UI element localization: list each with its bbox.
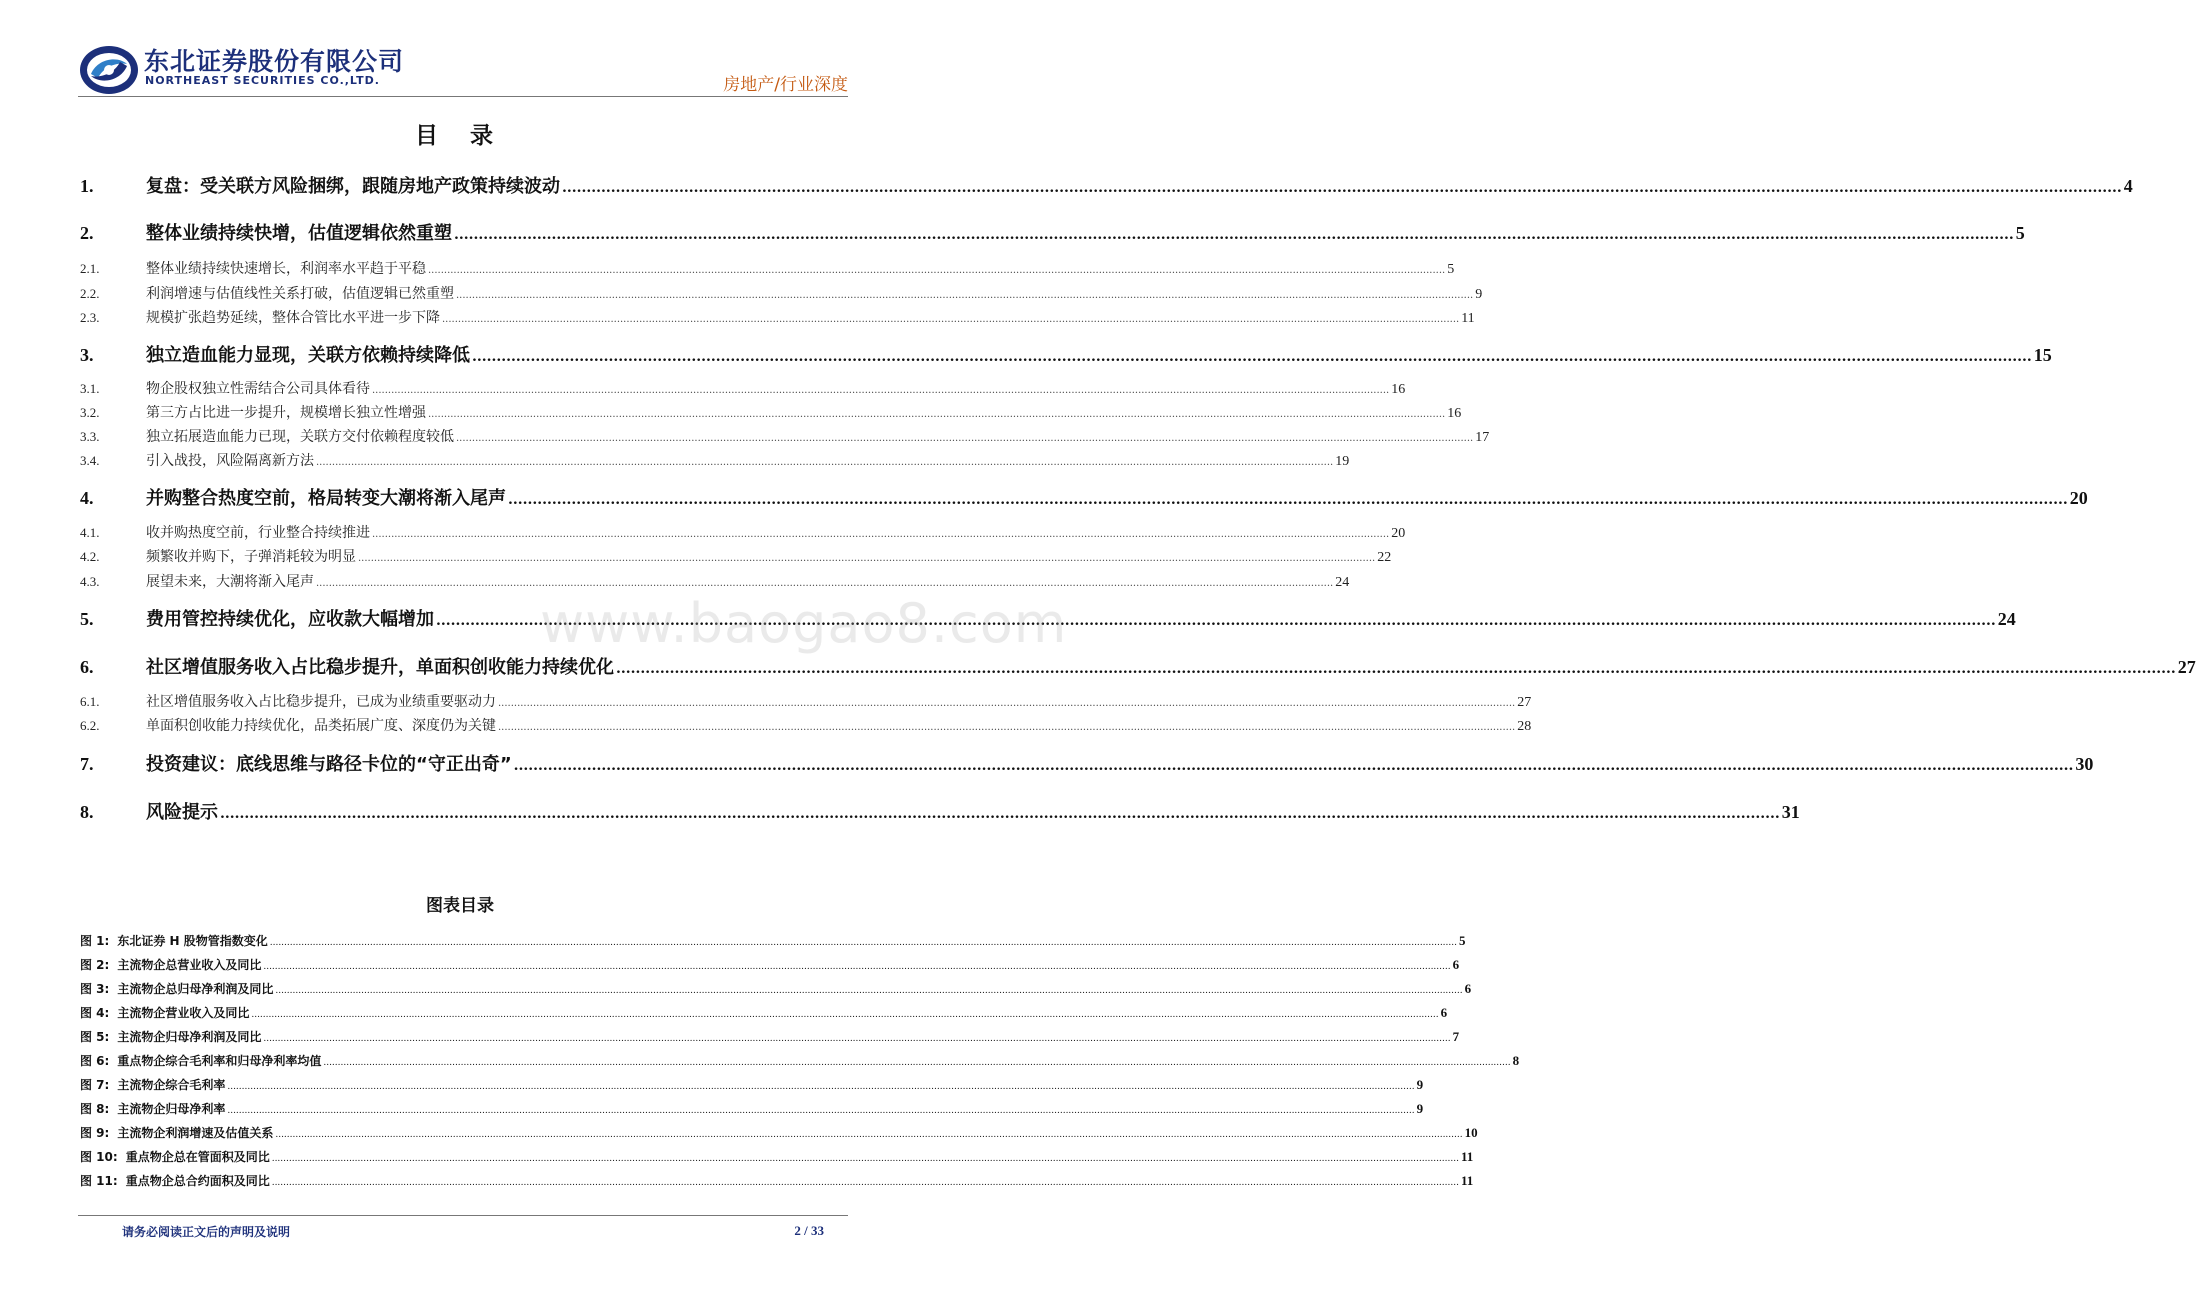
toc-entry-number: 6.2.: [80, 718, 100, 733]
toc-entry-title: 复盘：受关联方风险捆绑，跟随房地产政策持续波动: [146, 176, 560, 197]
figure-entry[interactable]: [80, 1148, 1474, 1165]
figure-leader-dots: [270, 938, 1457, 948]
figure-entry[interactable]: [80, 956, 1460, 973]
toc-entry-title: 整体业绩持续快速增长，利润率水平趋于平稳: [146, 261, 426, 277]
toc-entry-number: 2.2.: [80, 286, 100, 301]
toc-leader-dots: [372, 529, 1389, 540]
toc-leader-dots: [456, 290, 1473, 301]
figure-leader-dots: [275, 1130, 1462, 1140]
toc-entry-number: 2.1.: [80, 261, 100, 276]
toc-leader-dots: [514, 758, 2074, 774]
toc-entry-page: 15: [2033, 345, 2052, 365]
toc-entry[interactable]: [80, 715, 1532, 735]
toc-entry-page: 28: [1517, 719, 1532, 734]
figure-leader-dots: [251, 1010, 1438, 1020]
toc-leader-dots: [498, 722, 1515, 733]
toc-entry-title: 社区增值服务收入占比稳步提升，单面积创收能力持续优化: [146, 657, 614, 678]
toc-entry-page: 17: [1475, 430, 1490, 445]
figure-entry[interactable]: [80, 932, 1466, 949]
toc-leader-dots: [316, 457, 1333, 468]
toc-entry[interactable]: [80, 307, 1475, 327]
toc-leader-dots: [220, 806, 1780, 822]
toc-entry-page: 19: [1335, 454, 1350, 469]
figure-entry[interactable]: [80, 1172, 1474, 1189]
figure-entry-number: 图 2:: [80, 958, 110, 972]
figure-entry-number: 图 7:: [80, 1078, 110, 1092]
figure-entry-title: 重点物企总合约面积及同比: [125, 1174, 270, 1188]
toc-entry-title: 社区增值服务收入占比稳步提升，已成为业绩重要驱动力: [146, 694, 496, 710]
toc-entry-number: 4.: [80, 488, 94, 508]
toc-entry[interactable]: [80, 378, 1406, 398]
toc-entry-number: 2.3.: [80, 310, 100, 325]
toc-entry-title: 展望未来，大潮将渐入尾声: [146, 574, 314, 590]
toc-title: 目 录: [414, 123, 505, 149]
figure-entry-page: 5: [1458, 933, 1466, 948]
toc-leader-dots: [428, 265, 1445, 276]
toc-entry-title: 物企股权独立性需结合公司具体看待: [146, 381, 370, 397]
figure-entry-number: 图 4:: [80, 1006, 110, 1020]
toc-entry-number: 1.: [80, 176, 94, 196]
toc-entry-title: 整体业绩持续快增，估值逻辑依然重塑: [146, 223, 452, 244]
toc-entry[interactable]: [80, 691, 1532, 711]
toc-entry-page: 22: [1377, 550, 1392, 565]
figure-entry-title: 东北证券 H 股物管指数变化: [117, 934, 268, 948]
figure-entry-page: 11: [1460, 1149, 1474, 1164]
toc-entry-page: 5: [2015, 223, 2025, 243]
toc-entry-number: 4.2.: [80, 549, 100, 564]
toc-entry-page: 24: [1335, 575, 1350, 590]
page-header: [78, 38, 848, 96]
figure-entry[interactable]: [80, 1004, 1448, 1021]
toc-entry[interactable]: [80, 426, 1490, 446]
toc-entry-number: 3.4.: [80, 453, 100, 468]
toc-entry[interactable]: [80, 258, 1455, 278]
toc-entry-number: 8.: [80, 802, 94, 822]
figure-entry[interactable]: [80, 1076, 1424, 1093]
figure-entry[interactable]: [80, 1100, 1424, 1117]
toc-entry-page: 31: [1781, 802, 1800, 822]
toc-entry[interactable]: [80, 450, 1350, 470]
toc-entry[interactable]: [80, 172, 2133, 198]
figure-leader-dots: [263, 1034, 1450, 1044]
toc-entry-title: 费用管控持续优化，应收款大幅增加: [146, 609, 434, 630]
figure-entry-title: 重点物企综合毛利率和归母净利率均值: [117, 1054, 322, 1068]
figure-entry-page: 8: [1512, 1053, 1520, 1068]
figure-entry[interactable]: [80, 980, 1472, 997]
toc-entry-page: 16: [1447, 406, 1462, 421]
figure-entry[interactable]: [80, 1028, 1460, 1045]
figure-entry-title: 主流物企总归母净利润及同比: [117, 982, 274, 996]
figure-entry[interactable]: [80, 1124, 1478, 1141]
toc-entry-page: 27: [1517, 695, 1532, 710]
footer-divider: [78, 1215, 848, 1216]
toc-entry-number: 3.: [80, 345, 94, 365]
figure-list-title: 图表目录: [426, 896, 494, 916]
toc-entry-page: 20: [1391, 526, 1406, 541]
figure-entry-page: 7: [1452, 1029, 1460, 1044]
toc-entry-page: 30: [2075, 754, 2094, 774]
toc-entry-title: 独立拓展造血能力已现，关联方交付依赖程度较低: [146, 429, 454, 445]
toc-entry-title: 利润增速与估值线性关系打破，估值逻辑已然重塑: [146, 286, 454, 302]
figure-entry-number: 图 10:: [80, 1150, 118, 1164]
figure-entry-page: 10: [1464, 1125, 1478, 1140]
figure-entry-page: 9: [1416, 1101, 1424, 1116]
toc-entry-number: 7.: [80, 754, 94, 774]
figure-leader-dots: [275, 986, 1462, 996]
figure-entry-number: 图 9:: [80, 1126, 110, 1140]
toc-entry[interactable]: [80, 522, 1406, 542]
toc-leader-dots: [472, 349, 2032, 365]
company-name-en: NORTHEAST SECURITIES CO.,LTD.: [145, 74, 380, 87]
toc-entry[interactable]: [80, 219, 2025, 245]
figure-entry-title: 主流物企营业收入及同比: [117, 1006, 250, 1020]
toc-entry-number: 2.: [80, 223, 94, 243]
figure-entry-number: 图 6:: [80, 1054, 110, 1068]
toc-entry-title: 风险提示: [146, 802, 218, 823]
footer-disclaimer: 请务必阅读正文后的声明及说明: [122, 1225, 291, 1239]
toc-leader-dots: [316, 578, 1333, 589]
figure-leader-dots: [227, 1106, 1414, 1116]
figure-entry-title: 主流物企归母净利率: [117, 1102, 226, 1116]
toc-entry[interactable]: [80, 341, 2052, 367]
toc-entry[interactable]: [80, 798, 1800, 824]
figure-entry-number: 图 11:: [80, 1174, 118, 1188]
figure-entry-number: 图 3:: [80, 982, 110, 996]
toc-entry-page: 11: [1461, 311, 1475, 326]
figure-entry-page: 11: [1460, 1173, 1474, 1188]
toc-entry-page: 5: [1447, 262, 1455, 277]
toc-entry-title: 引入战投，风险隔离新方法: [146, 453, 314, 469]
toc-entry-number: 6.: [80, 657, 94, 677]
figure-entry-number: 图 8:: [80, 1102, 110, 1116]
toc-entry-page: 20: [2069, 488, 2088, 508]
toc-leader-dots: [456, 433, 1473, 444]
figure-entry-title: 主流物企归母净利润及同比: [117, 1030, 262, 1044]
toc-entry-title: 单面积创收能力持续优化，品类拓展广度、深度仍为关键: [146, 718, 496, 734]
figure-entry[interactable]: [80, 1052, 1520, 1069]
toc-leader-dots: [616, 661, 2176, 677]
toc-leader-dots: [454, 227, 2014, 243]
toc-leader-dots: [358, 553, 1375, 564]
toc-entry-number: 5.: [80, 609, 94, 629]
toc-entry-number: 6.1.: [80, 694, 100, 709]
toc-leader-dots: [508, 492, 2068, 508]
report-category: 房地产/行业深度: [723, 75, 848, 95]
toc-entry-page: 16: [1391, 382, 1406, 397]
toc-entry-page: 27: [2177, 657, 2196, 677]
figure-entry-page: 6: [1452, 957, 1460, 972]
figure-leader-dots: [227, 1082, 1414, 1092]
toc-entry[interactable]: [80, 484, 2088, 510]
figure-entry-title: 主流物企利润增速及估值关系: [117, 1126, 274, 1140]
toc-entry[interactable]: [80, 653, 2196, 679]
toc-entry-title: 独立造血能力显现，关联方依赖持续降低: [146, 345, 470, 366]
toc-entry-title: 第三方占比进一步提升，规模增长独立性增强: [146, 405, 426, 421]
toc-entry-title: 投资建议：底线思维与路径卡位的“守正出奇”: [146, 754, 512, 775]
page-number: 2 / 33: [794, 1223, 824, 1238]
toc-entry-number: 4.1.: [80, 525, 100, 540]
toc-entry-number: 3.3.: [80, 429, 100, 444]
toc-entry-number: 3.2.: [80, 405, 100, 420]
figure-entry-title: 主流物企总营业收入及同比: [117, 958, 262, 972]
toc-entry-number: 4.3.: [80, 574, 100, 589]
figure-leader-dots: [263, 962, 1450, 972]
company-name-cn: 东北证券股份有限公司: [144, 47, 405, 76]
toc-entry[interactable]: [80, 571, 1350, 591]
figure-entry-number: 图 5:: [80, 1030, 110, 1044]
toc-entry-number: 3.1.: [80, 381, 100, 396]
toc-entry-page: 9: [1475, 287, 1483, 302]
toc-entry[interactable]: [80, 546, 1392, 566]
toc-leader-dots: [442, 314, 1459, 325]
figure-entry-title: 重点物企总在管面积及同比: [125, 1150, 270, 1164]
toc-entry[interactable]: [80, 750, 2094, 776]
toc-leader-dots: [428, 409, 1445, 420]
toc-entry-title: 规模扩张趋势延续，整体合管比水平进一步下降: [146, 310, 440, 326]
header-divider: [78, 96, 848, 97]
figure-entry-page: 6: [1464, 981, 1472, 996]
toc-entry-title: 频繁收并购下，子弹消耗较为明显: [146, 549, 356, 565]
toc-entry-page: 4: [2123, 176, 2133, 196]
toc-entry-title: 并购整合热度空前，格局转变大潮将渐入尾声: [146, 488, 506, 509]
figure-entry-page: 6: [1440, 1005, 1448, 1020]
figure-entry-number: 图 1:: [80, 934, 110, 948]
toc-entry-page: 24: [1997, 609, 2016, 629]
figure-leader-dots: [272, 1154, 1459, 1164]
toc-entry[interactable]: [80, 283, 1483, 303]
toc-leader-dots: [562, 180, 2122, 196]
toc-leader-dots: [498, 698, 1515, 709]
figure-leader-dots: [272, 1178, 1459, 1188]
figure-leader-dots: [323, 1058, 1510, 1068]
figure-entry-page: 9: [1416, 1077, 1424, 1092]
toc-entry-title: 收并购热度空前，行业整合持续推进: [146, 525, 370, 541]
toc-leader-dots: [372, 385, 1389, 396]
watermark: www.baogao8.com: [540, 592, 1068, 655]
figure-entry-title: 主流物企综合毛利率: [117, 1078, 226, 1092]
toc-entry[interactable]: [80, 402, 1462, 422]
company-logo-icon: [78, 44, 140, 96]
